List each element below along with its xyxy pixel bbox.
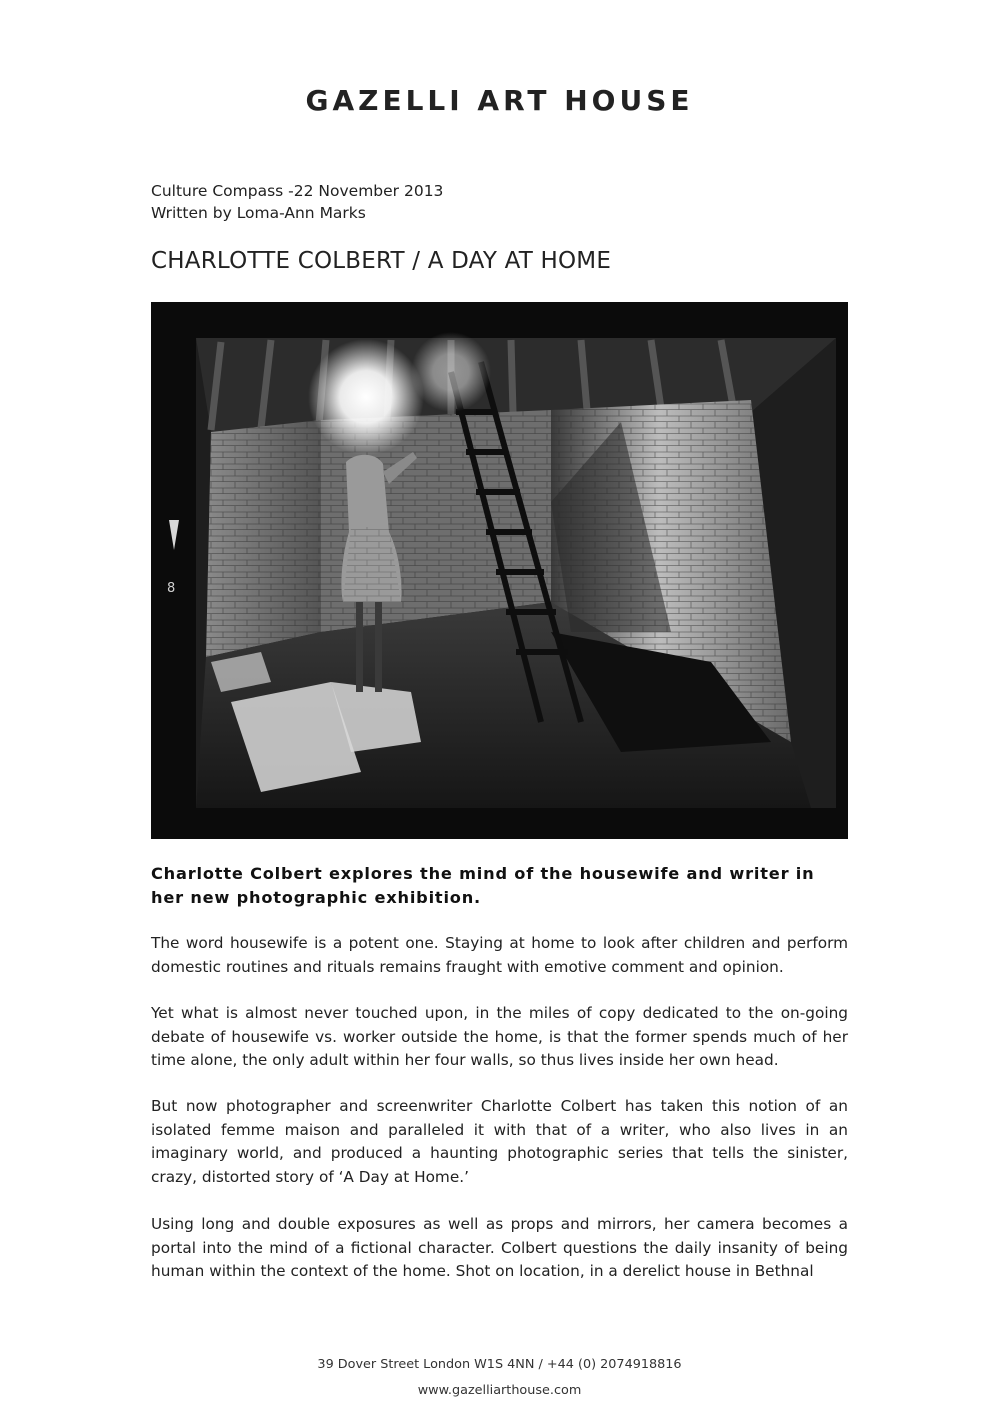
article-photo <box>151 302 848 839</box>
paragraph-2: Yet what is almost never touched upon, in the miles of copy dedicated to the on-going debate of housewife vs. worker outside the home, is that the former spends much of her time alone, the only adult within her four walls, so thus lives inside her own head. <box>151 1004 848 1069</box>
source-line: Culture Compass -22 November 2013 <box>151 182 444 200</box>
basement-photo-illustration <box>151 302 848 839</box>
author-line: Written by Loma-Ann Marks <box>151 204 366 222</box>
article-meta <box>151 180 443 224</box>
footer-website-link[interactable]: www.gazelliarthouse.com <box>417 1383 582 1398</box>
film-frame-number: 8 <box>167 581 176 596</box>
footer-address: 39 Dover Street London W1S 4NN / +44 (0) 2074918816 <box>317 1357 682 1372</box>
article-title: CHARLOTTE COLBERT / A DAY AT HOME <box>151 248 612 274</box>
article-lede: Charlotte Colbert explores the mind of the housewife and writer in her new photographic exhibition. <box>151 864 815 907</box>
paragraph-1: The word housewife is a potent one. Staying at home to look after children and perform domestic routines and rituals remains fraught with emotive comment and opinion. <box>151 934 848 976</box>
masthead: GAZELLI ART HOUSE <box>305 84 694 117</box>
paragraph-4: Using long and double exposures as well as props and mirrors, her camera becomes a portal into the mind of a fictional character. Colbert questions the daily insanity of being human within the context of the home. Shot on location, in a derelict house in Bethnal <box>151 1215 848 1280</box>
paragraph-3: But now photographer and screenwriter Charlotte Colbert has taken this notion of an isolated femme maison and paralleled it with that of a writer, who also lives in an imaginary world, and produced a haunting photographic series that tells the sinister, crazy, distorted story of ‘A Day at Home.’ <box>151 1097 848 1186</box>
